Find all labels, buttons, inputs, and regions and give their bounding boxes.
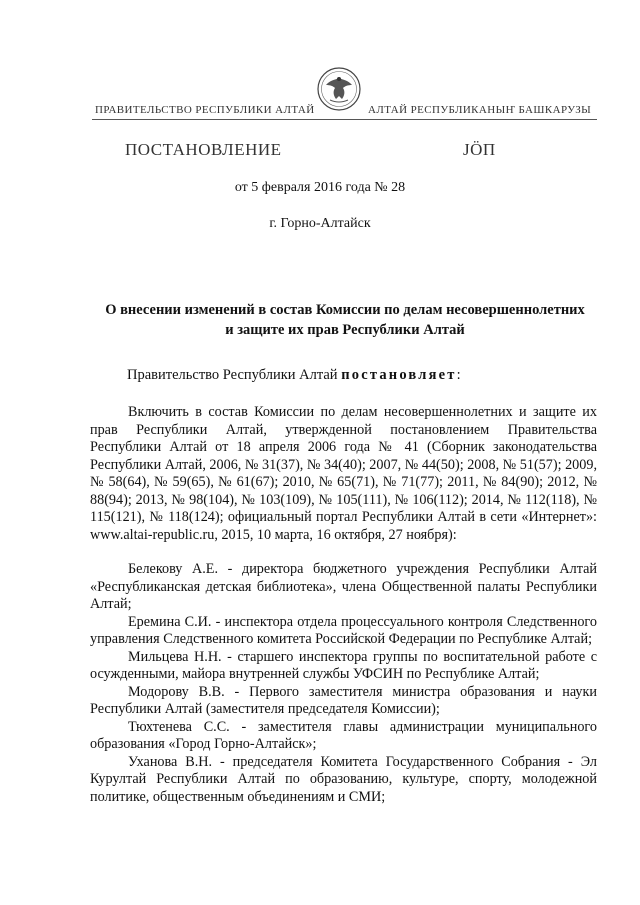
list-item: Уханова В.Н. - председателя Комитета Государственного Собрания - Эл Курултай Республики Алтай по образованию, культуре, спорту, молодежной политике, общественным объединениям и СМИ; (90, 753, 597, 805)
heading-line-1: О внесении изменений в состав Комиссии по делам несовершеннолетних (105, 302, 585, 318)
header-government-name-ru: ПРАВИТЕЛЬСТВО РЕСПУБЛИКИ АЛТАЙ (95, 104, 315, 116)
heading-line-2: и защите их прав Республики Алтай (225, 322, 465, 338)
list-item: Модорову В.В. - Первого заместителя министра образования и науки Республики Алтай (заместителя председателя Комиссии); (90, 683, 597, 717)
list-item: Тюхтенева С.С. - заместителя главы администрации муниципального образования «Город Горно-Алтайск»; (90, 718, 597, 752)
document-heading (90, 300, 600, 340)
body-paragraph: Включить в состав Комиссии по делам несовершеннолетних и защите их прав Республики Алтай, утвержденной постановлением Правительства Республики Алтай от 18 апреля 2006 года № 41 (Сборник законодательства Республики Алтай, 2006, № 31(37), № 34(40); 2007, № 44(50); 2008, № 51(57); 2009, № 58(64), № 59(65), № 61(67); 2010, № 65(71), № 71(77); 2011, № 84(90); 2012, № 88(94); 2013, № 98(104), № 103(109), № 105(111), № 106(112); 2014, № 112(118), № 115(121), № 118(124); официальный портал Республики Алтай в сети «Интернет»: www.altai-republic.ru, 2015, 10 марта, 16 октября, 27 ноября): (90, 404, 597, 543)
list-item: Белекову А.Е. - директора бюджетного учреждения Республики Алтай «Республиканская детская библиотека», члена Общественной палаты Республики Алтай; (90, 561, 597, 612)
list-item: Мильцева Н.Н. - старшего инспектора группы по воспитательной работе с осужденными, майора внутренней службы УФСИН по Республике Алтай; (90, 648, 597, 682)
header-government-name-alt: АЛТАЙ РЕСПУБЛИКАНЫҤ БАШКАРУЗЫ (368, 104, 592, 116)
document-city: г. Горно-Алтайск (269, 216, 371, 231)
list-item: Еремина С.И. - инспектора отдела процессуального контроля Следственного управления Следственного комитета Российской Федерации по Республике Алтай; (90, 613, 597, 647)
members-list (90, 561, 597, 806)
decree-statement (127, 367, 461, 384)
decree-prefix: Правительство Республики Алтай (127, 367, 338, 383)
document-type-ru: ПОСТАНОВЛЕНИЕ (125, 140, 282, 159)
document-date-number: от 5 февраля 2016 года № 28 (234, 180, 406, 195)
decree-suffix: : (456, 367, 461, 383)
document-type-alt: ЈӦП (463, 140, 496, 159)
header-divider (92, 119, 597, 120)
coat-of-arms-emblem-icon (316, 66, 362, 112)
decree-verb: постановляет (341, 367, 457, 383)
